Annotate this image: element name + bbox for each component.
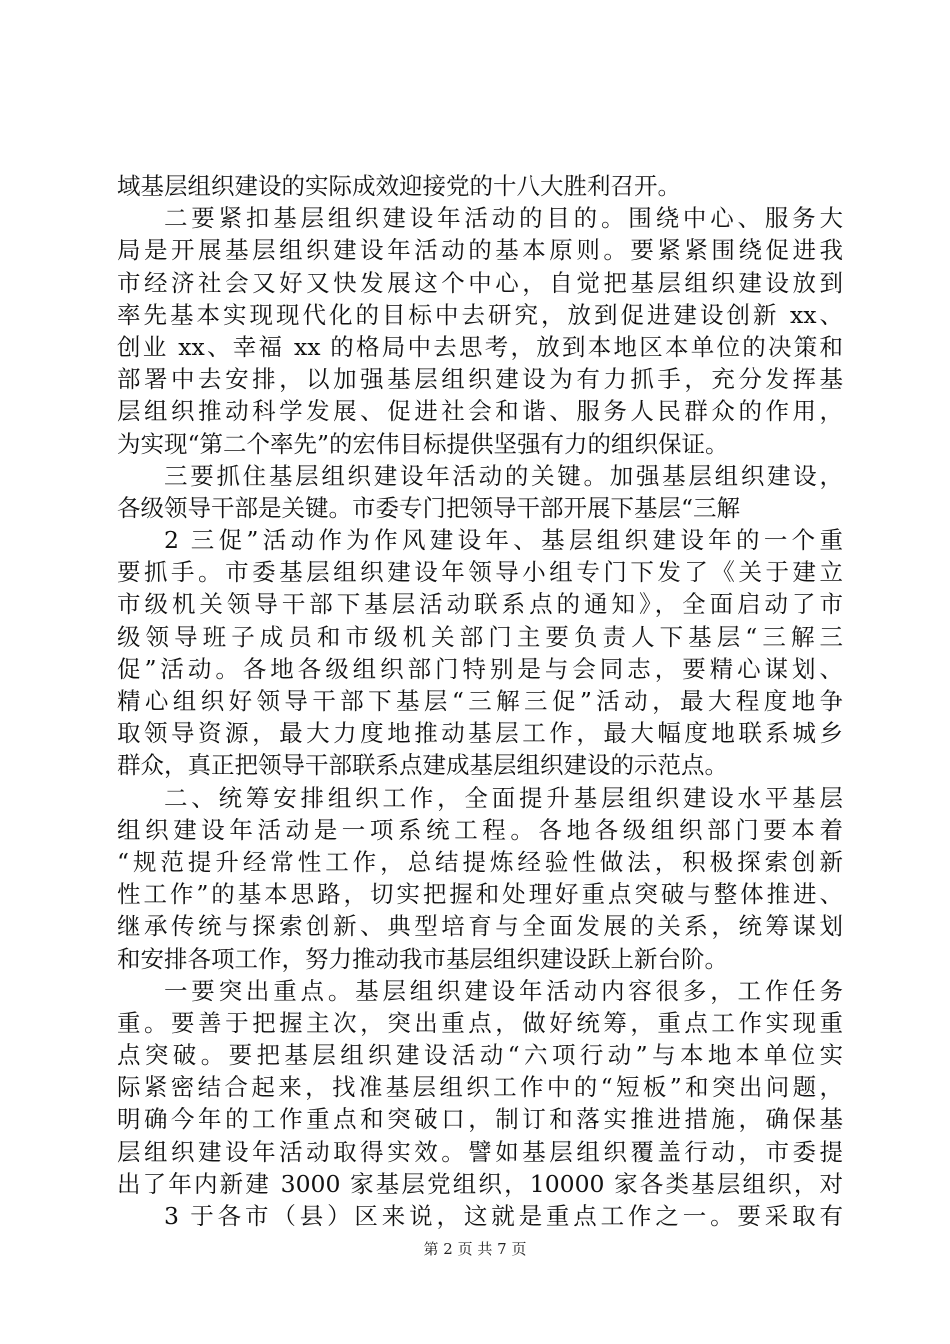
text-line: 各级领导干部是关键。市委专门把领导干部开展下基层“三解 [117, 493, 741, 522]
text-line: 性工作”的基本思路，切实把握和处理好重点突破与整体推进、 [117, 880, 843, 909]
text-line: 促”活动。各地各级组织部门特别是与会同志，要精心谋划、 [117, 654, 843, 683]
text-line: 要抓手。市委基层组织建设年领导小组专门下发了《关于建立 [117, 558, 843, 587]
text-line: 继承传统与探索创新、典型培育与全面发展的关系，统筹谋划 [117, 912, 843, 941]
text-line: 市级机关领导干部下基层活动联系点的通知》，全面启动了市 [117, 590, 843, 619]
text-line: 层组织建设年活动取得实效。譬如基层组织覆盖行动，市委提 [117, 1137, 843, 1166]
text-line: 点突破。要把基层组织建设活动“六项行动”与本地本单位实 [117, 1041, 843, 1070]
text-line: 为实现“第二个率先”的宏伟目标提供坚强有力的组织保证。 [117, 429, 729, 458]
text-line: 域基层组织建设的实际成效迎接党的十八大胜利召开。 [117, 172, 681, 200]
document-body [117, 170, 843, 1232]
text-line: 三要抓住基层组织建设年活动的关键。加强基层组织建设， [164, 461, 843, 490]
text-line: 出了年内新建 3000 家基层党组织，10000 家各类基层组织，对 [117, 1169, 843, 1198]
text-line: 群众，真正把领导干部联系点建成基层组织建设的示范点。 [117, 751, 728, 780]
text-line: “规范提升经常性工作，总结提炼经验性做法，积极探索创新 [117, 847, 843, 876]
text-line: 重。要善于把握主次，突出重点，做好统筹，重点工作实现重 [117, 1008, 843, 1037]
text-line: 率先基本实现现代化的目标中去研究，放到促进建设创新 xx、 [117, 300, 843, 329]
text-line: 一要突出重点。基层组织建设年活动内容很多，工作任务 [164, 976, 843, 1005]
text-line: 精心组织好领导干部下基层“三解三促”活动，最大程度地争 [117, 687, 843, 715]
text-line: 取领导资源，最大力度地推动基层工作，最大幅度地联系城乡 [117, 719, 843, 748]
text-line: 3 于各市（县）区来说，这就是重点工作之一。要采取有 [164, 1202, 843, 1230]
text-line: 二要紧扣基层组织建设年活动的目的。围绕中心、服务大 [164, 204, 843, 233]
text-line: 明确今年的工作重点和突破口，制订和落实推进措施，确保基 [117, 1105, 843, 1134]
text-line: 部署中去安排，以加强基层组织建设为有力抓手，充分发挥基 [117, 365, 843, 394]
text-line: 市经济社会又好又快发展这个中心，自觉把基层组织建设放到 [117, 268, 843, 297]
text-line: 级领导班子成员和市级机关部门主要负责人下基层“三解三 [117, 622, 843, 651]
text-line: 层组织推动科学发展、促进社会和谐、服务人民群众的作用， [117, 397, 843, 426]
text-line: 创业 xx、幸福 xx 的格局中去思考，放到本地区本单位的决策和 [117, 332, 843, 361]
text-line: 2 三促”活动作为作风建设年、基层组织建设年的一个重 [164, 526, 843, 555]
text-line: 二、统筹安排组织工作，全面提升基层组织建设水平基层 [164, 783, 843, 812]
text-line: 组织建设年活动是一项系统工程。各地各级组织部门要本着 [117, 815, 843, 844]
text-line: 和安排各项工作，努力推动我市基层组织建设跃上新台阶。 [117, 944, 728, 973]
page-footer: 第 2 页 共 7 页 [423, 1240, 527, 1258]
text-line: 局是开展基层组织建设年活动的基本原则。要紧紧围绕促进我 [117, 236, 843, 265]
text-line: 际紧密结合起来，找准基层组织工作中的“短板”和突出问题， [117, 1073, 843, 1102]
